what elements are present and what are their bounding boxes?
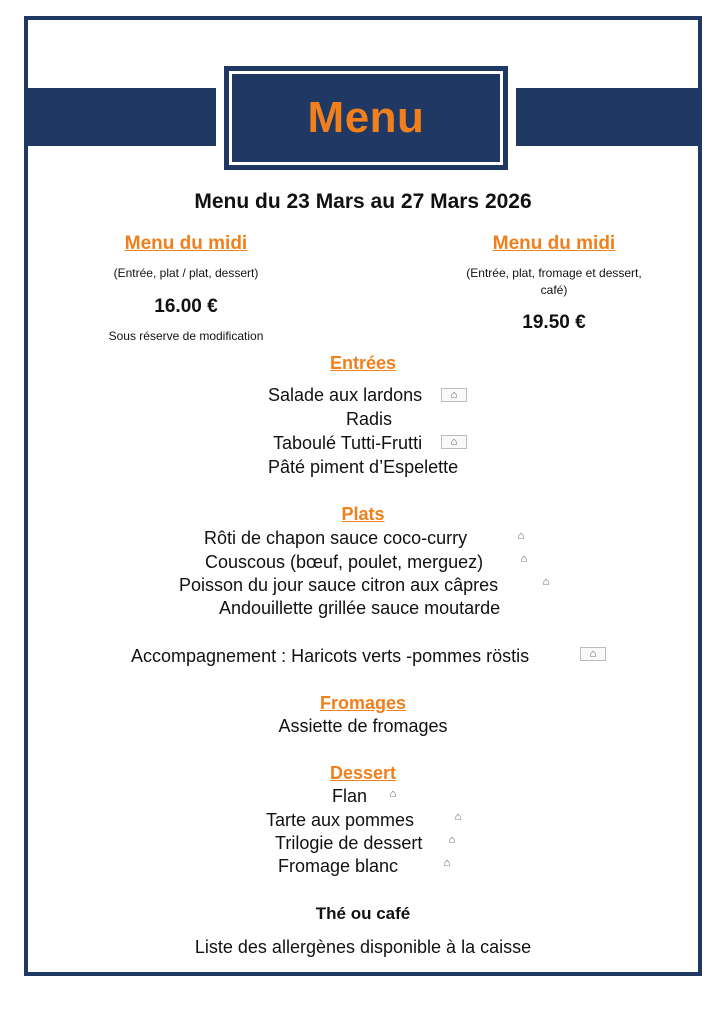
entree-item: Radis	[346, 409, 393, 429]
chef-hat-icon: ⌂	[389, 788, 397, 800]
left-offer	[86, 233, 286, 255]
right-offer-description-1: (Entrée, plat, fromage et dessert,	[466, 266, 642, 280]
chef-hat-icon: ⌂	[517, 530, 525, 542]
dessert-heading: Dessert	[329, 763, 397, 783]
entrees-heading: Entrées	[329, 353, 397, 373]
left-offer-note: Sous réserve de modification	[108, 329, 264, 343]
chef-hat-icon: ⌂	[441, 388, 467, 402]
chef-hat-icon: ⌂	[448, 834, 456, 846]
entree-item: Pâté piment d’Espelette	[268, 457, 459, 477]
plat-item: Couscous (bœuf, poulet, merguez)	[205, 552, 484, 572]
chef-hat-icon: ⌂	[580, 647, 606, 661]
date-line: Menu du 23 Mars au 27 Mars 2026	[194, 190, 532, 213]
right-offer-price: 19.50 €	[522, 312, 586, 333]
title-panel	[224, 66, 508, 170]
allergens-line: Liste des allergènes disponible à la caisse	[194, 937, 532, 957]
plat-item: Rôti de chapon sauce coco-curry	[204, 528, 468, 548]
dessert-item: Trilogie de dessert	[275, 833, 423, 853]
plats-heading: Plats	[341, 504, 385, 524]
fromage-item: Assiette de fromages	[278, 716, 448, 736]
left-offer-description: (Entrée, plat / plat, dessert)	[113, 266, 259, 280]
chef-hat-icon: ⌂	[441, 435, 467, 449]
fromages-heading: Fromages	[319, 693, 407, 713]
left-offer-price: 16.00 €	[154, 296, 218, 317]
dessert-item: Flan	[332, 786, 368, 806]
entree-item: Salade aux lardons	[268, 385, 423, 405]
right-offer-description-2: café)	[540, 283, 568, 297]
chef-hat-icon: ⌂	[520, 553, 528, 565]
plat-item: Andouillette grillée sauce moutarde	[219, 598, 501, 618]
dessert-item: Fromage blanc	[278, 856, 399, 876]
menu-title: Menu	[307, 93, 425, 142]
drink-line: Thé ou café	[315, 904, 411, 923]
title-box	[216, 58, 516, 178]
accompagnement: Accompagnement : Haricots verts -pommes röstis	[131, 646, 530, 666]
right-offer-title: Menu du midi	[492, 233, 616, 254]
chef-hat-icon: ⌂	[454, 811, 462, 823]
left-offer-title: Menu du midi	[124, 233, 248, 254]
entree-item: Taboulé Tutti-Frutti	[273, 433, 423, 453]
plat-item: Poisson du jour sauce citron aux câpres	[179, 575, 499, 595]
dessert-item: Tarte aux pommes	[266, 810, 415, 830]
chef-hat-icon: ⌂	[542, 576, 550, 588]
chef-hat-icon: ⌂	[443, 857, 451, 869]
right-offer	[454, 233, 654, 255]
